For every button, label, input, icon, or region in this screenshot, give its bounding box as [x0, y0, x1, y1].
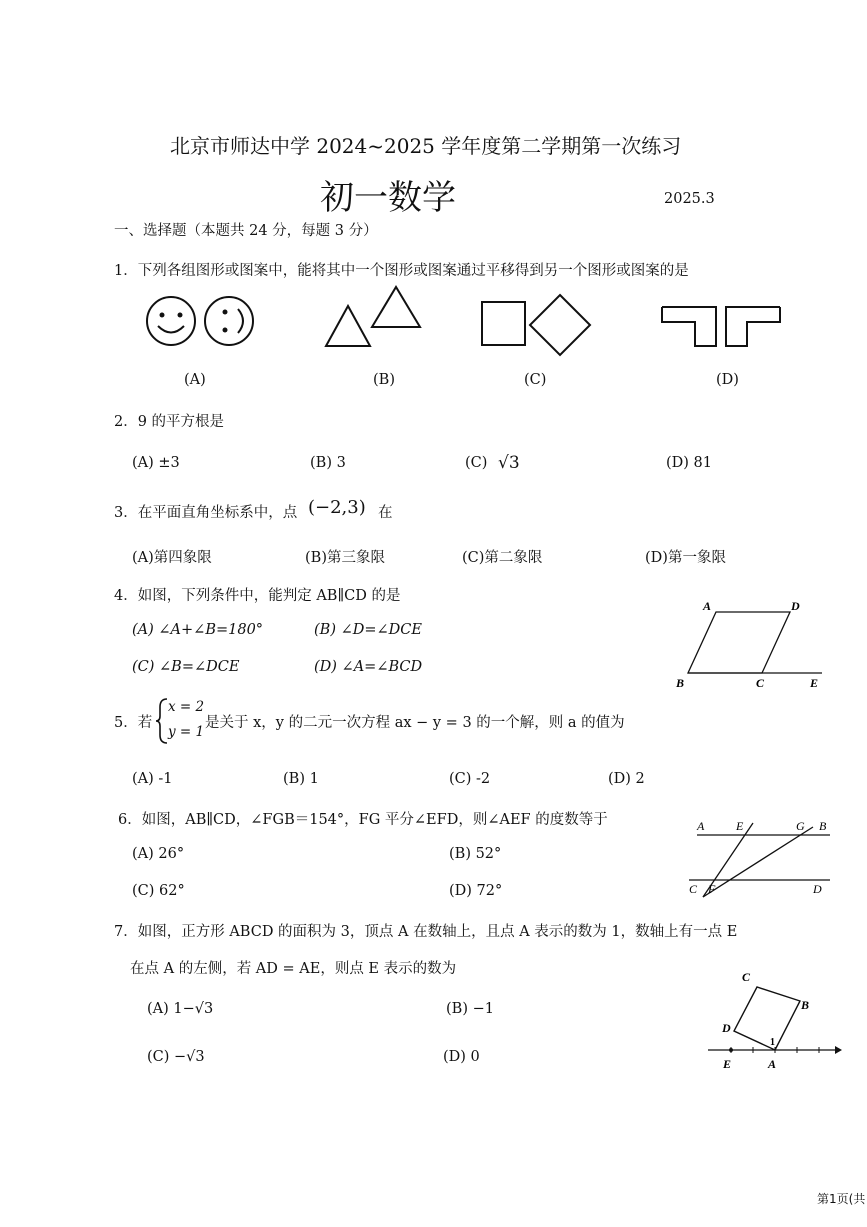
question-3-option-b: (B)第三象限 [305, 550, 385, 566]
question-2-option-d: (D) 81 [666, 455, 712, 471]
question-6-option-c: (C) 62° [132, 883, 185, 899]
question-2-stem: 2．9 的平方根是 [114, 414, 225, 430]
square-diamond-icon [482, 295, 590, 355]
question-4-figure [670, 596, 830, 696]
question-4-option-c: (C) ∠B=∠DCE [132, 659, 240, 675]
question-6-option-b: (B) 52° [449, 846, 502, 862]
question-4-stem: 4．如图，下列条件中，能判定 AB∥CD 的是 [114, 588, 401, 604]
question-2-sqrt3: √3 [498, 453, 520, 473]
label-d: D [813, 882, 822, 896]
question-3-stem-before: 3．在平面直角坐标系中，点 [114, 505, 298, 521]
label-b: B [801, 998, 810, 1012]
question-6-stem: 6．如图，AB∥CD，∠FGB＝154°，FG 平分∠EFD，则∠AEF 的度数等于 [118, 812, 608, 828]
question-5-option-a: (A) -1 [132, 771, 173, 787]
square-abcd [734, 987, 800, 1050]
question-4-option-b: (B) ∠D=∠DCE [314, 622, 422, 638]
axis-arrow-icon [835, 1046, 842, 1054]
question-4-option-a: (A) ∠A+∠B=180° [132, 622, 264, 638]
question-2-option-b: (B) 3 [310, 455, 346, 471]
question-3-option-c: (C)第二象限 [462, 550, 543, 566]
question-4-option-d: (D) ∠A=∠BCD [314, 659, 423, 675]
exam-title: 北京市师达中学 2024~2025 学年度第二学期第一次练习 [170, 134, 682, 158]
question-3-option-d: (D)第一象限 [645, 550, 726, 566]
smiley-face-front-icon [147, 297, 195, 345]
label-b: B [676, 676, 685, 690]
label-d: D [791, 599, 800, 613]
point-e [729, 1048, 733, 1052]
question-1-option-b: (B) [373, 372, 395, 388]
label-e: E [736, 819, 744, 833]
question-1-stem: 1．下列各组图形或图案中，能将其中一个图形或图案通过平移得到另一个图形或图案的是 [114, 263, 689, 279]
question-3-point: (−2,3) [308, 497, 366, 518]
question-7-stem-line2: 在点 A 的左侧，若 AD = AE，则点 E 表示的数为 [130, 961, 457, 977]
label-angle-1: 1 [770, 1037, 775, 1048]
question-6-option-a: (A) 26° [132, 846, 185, 862]
label-c: C [742, 970, 751, 984]
label-a: A [703, 599, 712, 613]
question-7-option-b: (B) −1 [446, 1001, 494, 1017]
question-5-eq1: x = 2 [168, 699, 205, 715]
question-2-option-a: (A) ±3 [132, 455, 180, 471]
question-5-stem: 是关于 x，y 的二元一次方程 ax − y = 3 的一个解，则 a 的值为 [205, 715, 625, 731]
label-f: F [708, 882, 716, 896]
exam-date: 2025.3 [664, 191, 715, 207]
question-6-figure [685, 815, 835, 900]
line-fg [703, 827, 813, 897]
smiley-face-side-icon [205, 297, 253, 345]
question-5-eq2: y = 1 [168, 724, 205, 740]
question-7-option-c: (C) −√3 [147, 1049, 205, 1065]
label-g: G [796, 819, 805, 833]
question-3-stem-after: 在 [378, 505, 393, 521]
label-c: C [689, 882, 698, 896]
question-5-prefix: 5．若 [114, 715, 153, 731]
question-2-option-c: (C) [465, 455, 488, 471]
question-7-stem-line1: 7．如图，正方形 ABCD 的面积为 3，顶点 A 在数轴上，且点 A 表示的数为 1，数轴上有一点 E [114, 924, 738, 940]
subject-title: 初一数学 [320, 178, 456, 218]
question-5-option-b: (B) 1 [283, 771, 319, 787]
question-7-figure [705, 967, 845, 1075]
question-5-option-d: (D) 2 [608, 771, 645, 787]
parallelogram-shape [688, 612, 790, 673]
triangles-icon [326, 287, 420, 346]
label-e: E [723, 1057, 732, 1071]
label-d: D [722, 1021, 731, 1035]
label-a: A [768, 1057, 777, 1071]
question-5-option-c: (C) -2 [449, 771, 491, 787]
question-7-option-a: (A) 1−√3 [147, 1001, 214, 1017]
page-number: 第1页(共 [817, 1192, 866, 1206]
question-1-option-d: (D) [716, 372, 739, 388]
question-3-option-a: (A)第四象限 [132, 550, 212, 566]
question-6-option-d: (D) 72° [449, 883, 503, 899]
label-c: C [756, 676, 765, 690]
question-7-option-d: (D) 0 [443, 1049, 480, 1065]
label-a: A [697, 819, 705, 833]
l-shapes-icon [662, 307, 780, 346]
brace-icon [155, 697, 169, 745]
section-heading: 一、选择题（本题共 24 分，每题 3 分） [114, 223, 378, 239]
question-1-option-c: (C) [524, 372, 547, 388]
question-1-option-a: (A) [184, 372, 206, 388]
question-1-figures [140, 285, 800, 365]
label-b: B [819, 819, 827, 833]
label-e: E [810, 676, 819, 690]
